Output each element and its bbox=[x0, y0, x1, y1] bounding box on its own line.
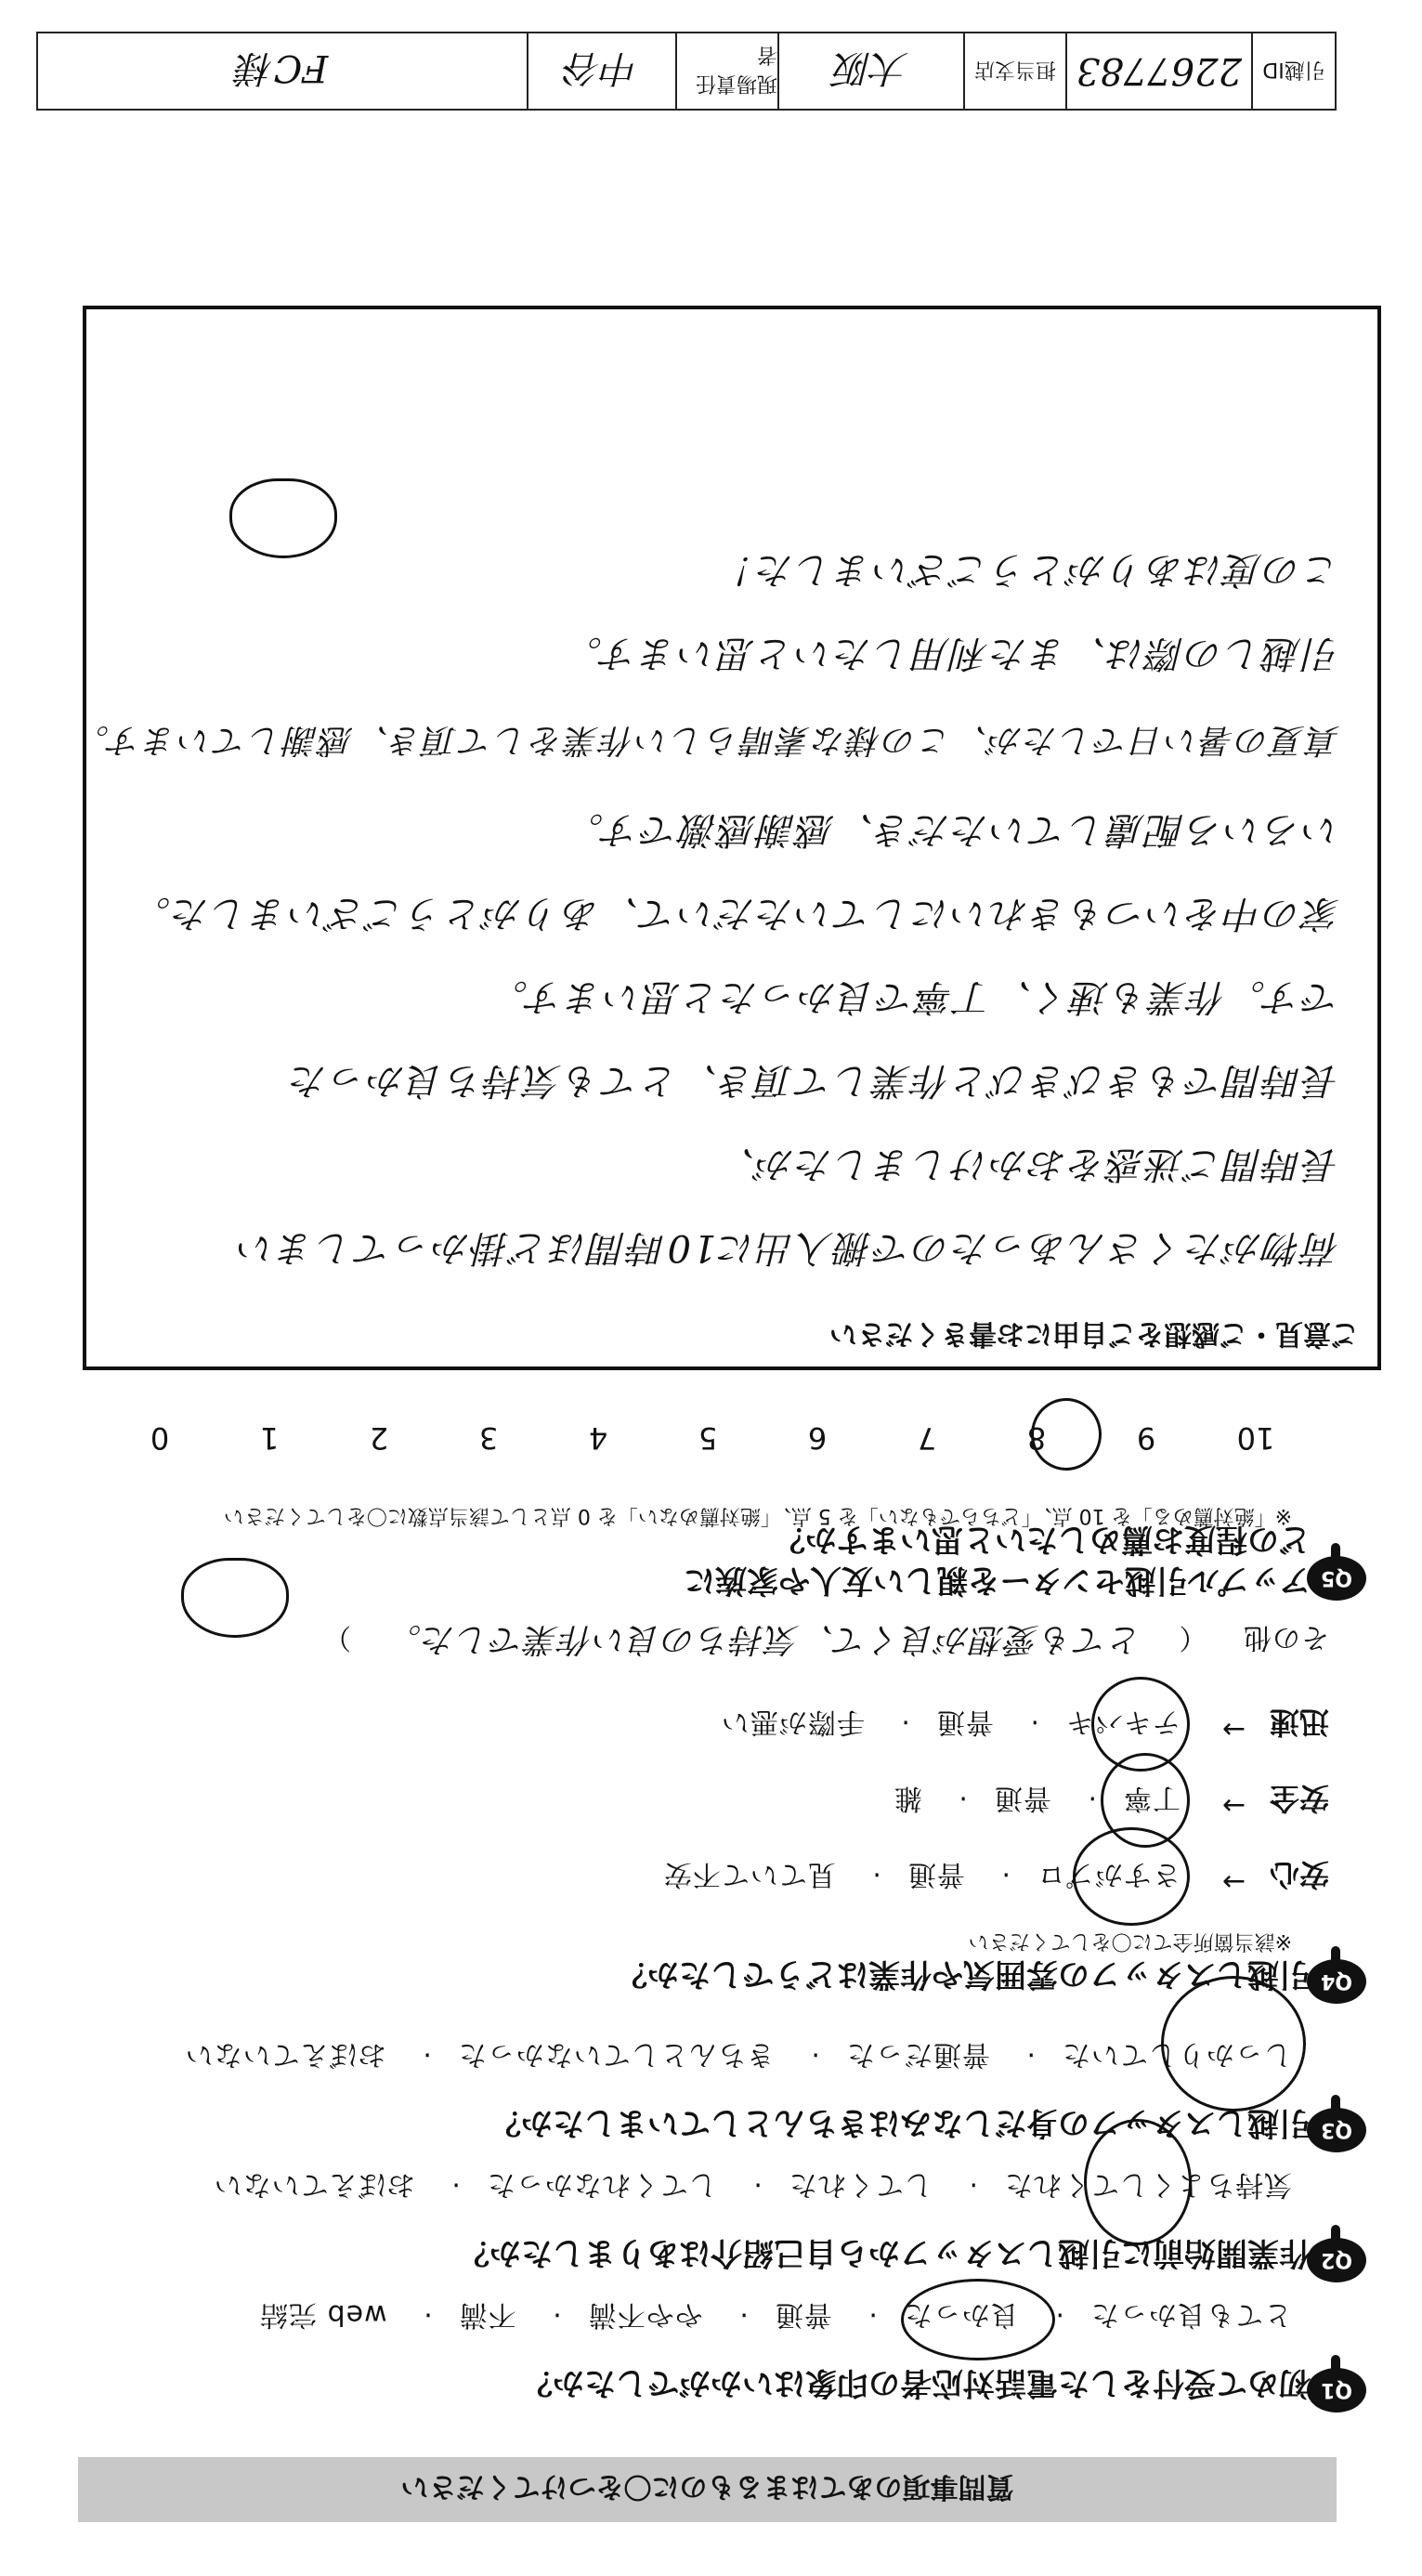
q1-option[interactable]: 不満 bbox=[458, 2298, 516, 2331]
id-label: 引越ID bbox=[1251, 33, 1335, 109]
q1-badge: Q1 bbox=[1307, 2368, 1366, 2413]
q3-text: 引越しスタッフの身だしなみはきちんとしていましたか？ bbox=[489, 2104, 1311, 2141]
id-value: 2267783 bbox=[1065, 33, 1251, 109]
q2-badge: Q2 bbox=[1307, 2238, 1366, 2282]
arrow-icon: → bbox=[1221, 1713, 1246, 1746]
q4-note: ※該当箇所全てに〇をしてください bbox=[968, 1929, 1292, 1953]
q5-text: アップル引越センターを親しい友人や家族に bbox=[684, 1562, 1311, 1599]
q3-option[interactable]: 普通だった bbox=[845, 2038, 990, 2071]
scale-option[interactable]: 10 bbox=[1236, 1420, 1275, 1456]
comment-line: いろいろ配慮していただき、感謝感激です。 bbox=[564, 808, 1340, 851]
scale-option[interactable]: 4 bbox=[588, 1420, 608, 1456]
q4-row-options: さすがプロ· 普通· 見ていて不安 bbox=[662, 1858, 1181, 1890]
q2-text: 作業開始前に引越しスタッフから自己紹介はありましたか？ bbox=[458, 2234, 1311, 2271]
signature: FC様 bbox=[236, 46, 329, 89]
scale-option[interactable]: 9 bbox=[1136, 1420, 1156, 1456]
q4-other-text: とても愛想が良くて、気持ちの良い作業でした。 bbox=[386, 1620, 1142, 1658]
q4-row-label: 安心 bbox=[1269, 1857, 1329, 1892]
meta-table bbox=[36, 32, 1337, 111]
q4-option[interactable]: 普通 bbox=[935, 1706, 994, 1738]
q4-option[interactable]: 丁寧 bbox=[1123, 1782, 1181, 1814]
comment-line: です。作業も速く、丁寧で良かったと思います。 bbox=[489, 975, 1340, 1018]
q4-badge: Q4 bbox=[1307, 1959, 1366, 2004]
q4-row-options: テキパキ· 普通· 手際が悪い bbox=[720, 1706, 1181, 1738]
scale-option[interactable]: 1 bbox=[259, 1420, 280, 1456]
scale-option[interactable]: 5 bbox=[698, 1420, 718, 1456]
branch-label: 担当支店 bbox=[963, 33, 1065, 109]
q2-option[interactable]: おぼえていない bbox=[213, 2168, 415, 2201]
comment-line: 長時間でもきびきびと作業して頂き、とても気持ち良かった bbox=[288, 1059, 1340, 1102]
q4-option[interactable]: 見ていて不安 bbox=[662, 1858, 836, 1890]
q1-option[interactable]: web 完結 bbox=[259, 2298, 387, 2331]
q3-option[interactable]: しっかりしていた bbox=[1062, 2038, 1292, 2071]
q4-option[interactable]: 普通 bbox=[993, 1782, 1051, 1814]
scale-option[interactable]: 7 bbox=[917, 1420, 937, 1456]
q5-selected-circle bbox=[1031, 1398, 1102, 1471]
q4-text: 引越しスタッフの雰囲気や作業はどうでしたか？ bbox=[616, 1955, 1311, 1993]
q2-option[interactable]: してくれた bbox=[788, 2168, 933, 2201]
comments-title: ご意見・ご感想をご自由にお書きください bbox=[829, 1317, 1359, 1350]
q4-option[interactable]: 普通 bbox=[907, 1858, 965, 1890]
q1-selected-circle bbox=[901, 2279, 1055, 2360]
q1-option[interactable]: 良かった bbox=[903, 2298, 1019, 2331]
comment-line: この度はありがとうございました！ bbox=[716, 548, 1340, 591]
comment-line: 荷物がたくさんあったので搬入出に10時間ほど掛かってしまい bbox=[236, 1226, 1340, 1269]
smiley-face-icon bbox=[229, 478, 337, 558]
arrow-icon: → bbox=[1221, 1865, 1246, 1898]
branch-value: 大阪 bbox=[777, 33, 963, 109]
q3-option[interactable]: おぼえていない bbox=[184, 2038, 386, 2071]
scale-option[interactable]: 2 bbox=[369, 1420, 389, 1456]
q1-option[interactable]: やや不満 bbox=[587, 2298, 703, 2331]
q3-option[interactable]: きちんとしていなかった bbox=[457, 2038, 775, 2071]
q4-other-label: その他 bbox=[1243, 1621, 1329, 1654]
comments-box bbox=[73, 306, 1381, 1370]
q4-other: その他 （ とても愛想が良くて、気持ちの良い作業でした。 ） bbox=[322, 1620, 1329, 1658]
scale-option[interactable]: 8 bbox=[1026, 1420, 1047, 1456]
q3-options: しっかりしていた· 普通だった· きちんとしていなかった· おぼえていない bbox=[184, 2038, 1292, 2071]
q1-option[interactable]: 普通 bbox=[774, 2298, 832, 2331]
q3-badge: Q3 bbox=[1307, 2108, 1366, 2152]
q4-row-label: 迅速 bbox=[1269, 1705, 1329, 1740]
scale-option[interactable]: 0 bbox=[150, 1420, 170, 1456]
comment-line: 真夏の暑い日でしたが、この様な素晴らしい作業をして頂き、感謝しています。 bbox=[73, 721, 1340, 759]
q4-row3-selected-circle bbox=[1091, 1677, 1190, 1772]
q4-option[interactable]: 雑 bbox=[893, 1782, 922, 1814]
q4-row-options: 丁寧· 普通· 雑 bbox=[893, 1782, 1181, 1814]
q2-option[interactable]: 気持ちよくしてくれた bbox=[1004, 2168, 1292, 2201]
q2-option[interactable]: してくれなかった bbox=[486, 2168, 717, 2201]
q1-option[interactable]: とても良かった bbox=[1090, 2298, 1292, 2331]
smiley-face-icon bbox=[181, 1558, 289, 1638]
instruction-bar: 質問事項のあてはまるものに〇をつけてください bbox=[78, 2457, 1337, 2522]
comment-line: 家の中をいつもきれいにしていただいて、ありがとうございました。 bbox=[131, 892, 1340, 935]
leader-label: 現場責任者 bbox=[675, 33, 777, 109]
q2-options: 気持ちよくしてくれた· してくれた· してくれなかった· おぼえていない bbox=[213, 2168, 1292, 2201]
q4-option[interactable]: さすがプロ bbox=[1037, 1858, 1181, 1890]
q4-row-label: 安全 bbox=[1269, 1781, 1329, 1816]
q5-badge: Q5 bbox=[1307, 1556, 1366, 1601]
comment-line: 引越しの際は、また利用したいと思います。 bbox=[563, 632, 1340, 674]
comment-line: 長時間ご迷惑をおかけしましたが、 bbox=[716, 1143, 1340, 1185]
arrow-icon: → bbox=[1221, 1789, 1246, 1822]
q5-note: ※「絶対薦める」を 10 点、「どちらでもない」を 5 点、「絶対薦めない」を 0 点として該当点数に〇をしてください bbox=[223, 1504, 1292, 1527]
q5-scale bbox=[105, 1420, 1311, 1456]
q4-option[interactable]: テキパキ bbox=[1065, 1706, 1181, 1738]
q5-text2: どの程度お薦めしたいと思いますか？ bbox=[774, 1521, 1311, 1558]
leader-value: 中谷 bbox=[527, 33, 675, 109]
q1-options: とても良かった· 良かった· 普通· やや不満· 不満· web 完結 bbox=[259, 2298, 1292, 2331]
scale-option[interactable]: 6 bbox=[807, 1420, 828, 1456]
q4-option[interactable]: 手際が悪い bbox=[720, 1706, 865, 1738]
scale-option[interactable]: 3 bbox=[478, 1420, 499, 1456]
q1-text: 初めて受付をした電話対応者の印象はいかがでしたか？ bbox=[521, 2364, 1311, 2401]
